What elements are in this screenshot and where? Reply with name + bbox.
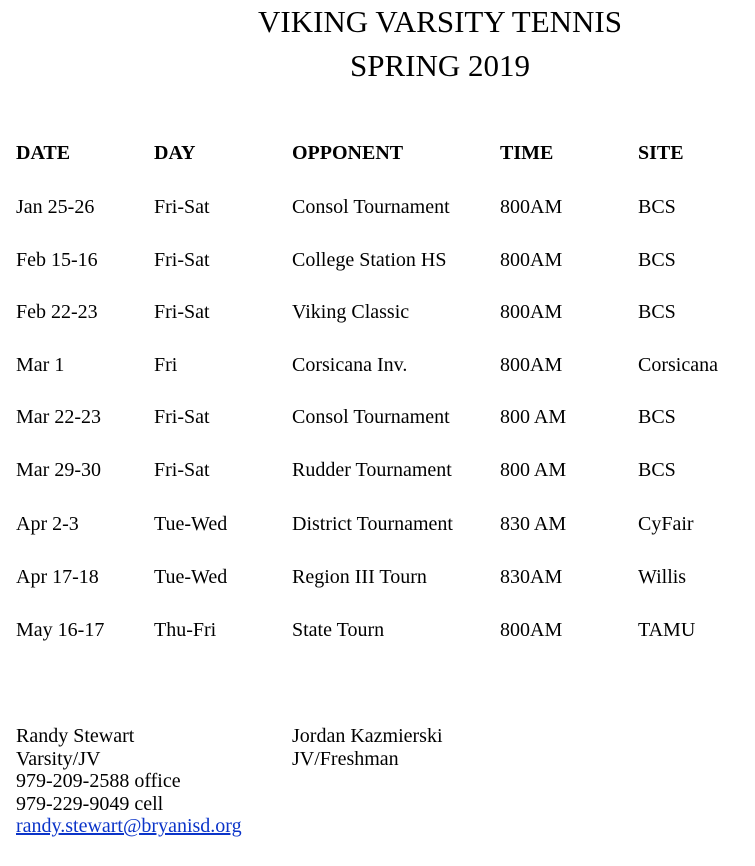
contact-name: Jordan Kazmierski (292, 725, 443, 747)
row-site: TAMU (638, 619, 696, 641)
row-date: Apr 17-18 (16, 566, 99, 588)
row-day: Tue-Wed (154, 513, 228, 535)
contact-email-link[interactable]: randy.stewart@bryanisd.org (16, 815, 242, 837)
row-time: 800AM (500, 301, 563, 323)
row-opponent: District Tournament (292, 513, 453, 535)
contact-office-phone: 979-209-2588 office (16, 770, 181, 792)
row-date: Mar 22-23 (16, 406, 101, 428)
row-time: 830 AM (500, 513, 567, 535)
row-time: 830AM (500, 566, 563, 588)
row-day: Fri-Sat (154, 459, 210, 481)
row-date: Mar 29-30 (16, 459, 101, 481)
contact-role: Varsity/JV (16, 747, 101, 770)
row-date: Feb 15-16 (16, 249, 98, 271)
row-date: Mar 1 (16, 354, 65, 376)
row-day: Thu-Fri (154, 619, 217, 641)
row-site: BCS (638, 249, 676, 271)
page-subtitle: SPRING 2019 (349, 48, 530, 83)
row-site: BCS (638, 301, 676, 323)
row-site: BCS (638, 459, 676, 481)
header-time: TIME (500, 142, 554, 164)
row-day: Fri-Sat (154, 196, 210, 218)
row-date: Feb 22-23 (16, 301, 98, 323)
header-day: DAY (154, 142, 196, 164)
row-day: Tue-Wed (154, 566, 228, 588)
contact-block-jv (292, 725, 443, 770)
row-opponent: State Tourn (292, 619, 385, 641)
row-site: CyFair (638, 513, 694, 535)
row-day: Fri-Sat (154, 301, 210, 323)
row-time: 800AM (500, 354, 563, 376)
contact-name: Randy Stewart (16, 725, 135, 747)
row-opponent: Consol Tournament (292, 406, 450, 428)
row-day: Fri-Sat (154, 406, 210, 428)
row-opponent: Consol Tournament (292, 196, 450, 218)
row-time: 800 AM (500, 406, 567, 428)
header-site: SITE (638, 142, 684, 164)
row-date: Jan 25-26 (16, 196, 95, 218)
row-site: Corsicana (638, 354, 718, 376)
row-opponent: College Station HS (292, 249, 447, 271)
row-opponent: Rudder Tournament (292, 459, 452, 481)
row-time: 800AM (500, 249, 563, 271)
row-opponent: Viking Classic (292, 301, 410, 323)
row-site: Willis (638, 566, 687, 588)
row-time: 800AM (500, 196, 563, 218)
contact-role: JV/Freshman (292, 747, 399, 770)
row-date: May 16-17 (16, 619, 105, 641)
row-time: 800AM (500, 619, 563, 641)
row-site: BCS (638, 196, 676, 218)
row-time: 800 AM (500, 459, 567, 481)
contact-block-varsity (16, 725, 242, 838)
row-day: Fri-Sat (154, 249, 210, 271)
page-title: VIKING VARSITY TENNIS (258, 4, 622, 39)
contact-cell-phone: 979-229-9049 cell (16, 792, 164, 815)
row-opponent: Corsicana Inv. (292, 354, 408, 376)
row-day: Fri (154, 354, 178, 376)
row-opponent: Region III Tourn (292, 566, 427, 588)
header-opponent: OPPONENT (292, 142, 404, 164)
row-date: Apr 2-3 (16, 513, 79, 535)
row-site: BCS (638, 406, 676, 428)
header-date: DATE (16, 142, 71, 164)
